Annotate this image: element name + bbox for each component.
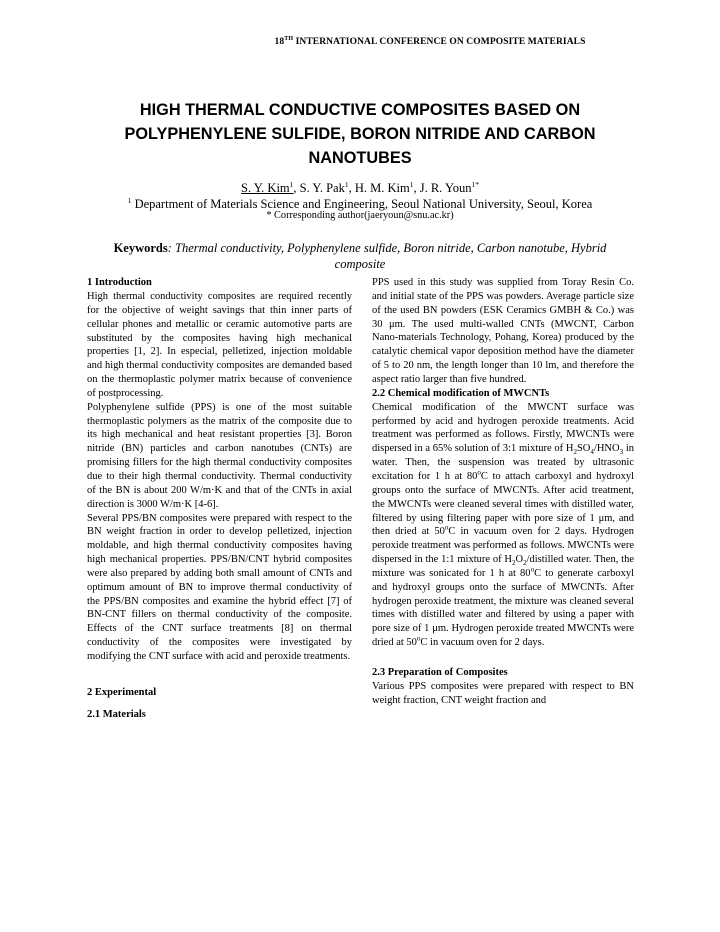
author-3-sup: 1	[409, 180, 414, 189]
ordinal-suffix: TH	[284, 36, 294, 42]
conference-number: 18	[274, 37, 285, 48]
text-run: C to attach carboxyl and hydroxyl groups onto the surface of MWCNTs. After acid treatment, the MWCNTs were cleaned several times with distilled water, filtered by using filtering paper with pore size of 1 μm, and then dried at 50	[372, 470, 634, 538]
text-run: O	[515, 554, 524, 566]
intro-paragraph-2: Polyphenylene sulfide (PPS) is one of the most suitable thermoplastic polymers as the matrix of the composite due to its high mechanical and heat resistant properties [3]. Boron nitride (BN) particles and carbon nanotubes (CNTs) are promising fillers for the high thermal conductivity composites due to their high thermal conductivity. Thermal conductivity of the BN is about 200 W/m·K and that of the CNTs in axial direction is 3000 W/m·K [4-6].	[87, 401, 352, 510]
degree-sup: o	[477, 468, 481, 477]
author-4-name: , J. R. Youn	[413, 181, 472, 196]
left-column	[87, 276, 352, 722]
author-4-sup: 1*	[471, 180, 479, 189]
materials-paragraph: PPS used in this study was supplied from Toray Resin Co. and initial state of the PPS was powders. Average particle size of the used BN powders (ESK Ceramics GMBH & Co.) was 30 μm. The used multi-walled CNTs (MWCNT, Carbon Nano-materials Technology, Pohang, Korea) produced by the catalytic chemical vapor deposition method have the diameter of 5 to 20 nm, the length longer than 10 lm, and therefore the aspect ratio larger than five hundred.	[372, 277, 634, 385]
degree-sup: o	[530, 565, 535, 574]
subsection-heading-chemical-modification: 2.2 Chemical modification of MWCNTs	[372, 387, 550, 399]
text-run: C to generate carboxyl and hydroxyl groups onto the surface of MWCNTs. After hydrogen peroxide treatment, the mixture was cleaned several times with distilled water and filtered by using a paper with pore size of 1 μm. Hydrogen peroxide treated MWCNTs were dried at 50	[372, 567, 634, 649]
affiliation-sup: 1	[127, 196, 132, 205]
subsection-heading-preparation: 2.3 Preparation of Composites	[372, 666, 508, 678]
title-line-1: HIGH THERMAL CONDUCTIVE COMPOSITES BASED ON	[139, 101, 581, 119]
conference-header	[230, 36, 630, 47]
paper-title	[80, 98, 640, 170]
keywords	[100, 240, 620, 272]
chemical-modification-paragraph	[372, 401, 634, 650]
text-run: Chemical modification of the MWCNT surface was performed by acid and hydrogen peroxide treatments. Acid treatment was performed as follows. Firstly, MWCNTs were dispersed in a 65% solution of 3:1 mixture of H	[372, 401, 634, 455]
intro-paragraph-1: High thermal conductivity composites are required recently for the objective of weight savings that thin inner parts of cellular phones and metallic or ceramic automotive parts are substituted by the composites having high mechanical properties [1, 2]. In especial, pelletized, injection moldable and high thermal conductivity composites are demanded based on the thermoplastic polymer matrix because of convenience of postprocessing.	[87, 291, 352, 399]
spacer	[372, 650, 634, 666]
title-line-3: NANOTUBES	[308, 149, 412, 167]
text-run: SO	[576, 443, 591, 455]
conference-name: INTERNATIONAL CONFERENCE ON COMPOSITE MATERIALS	[293, 37, 586, 48]
section-heading-experimental: 2 Experimental	[87, 686, 157, 698]
section-heading-introduction: 1 Introduction	[87, 277, 152, 288]
spacer	[87, 664, 352, 676]
spacer	[87, 700, 352, 708]
spacer	[87, 676, 352, 686]
text-run: in water. Then, the suspension was treated by ultrasonic excitation for 1 h at 80	[372, 443, 634, 482]
subscript: 2	[523, 559, 527, 568]
author-2-sup: 1	[344, 180, 349, 189]
subscript: 2	[573, 448, 577, 457]
author-2-name: , S. Y. Pak	[293, 181, 345, 196]
degree-sup: o	[444, 523, 449, 532]
right-column	[372, 276, 634, 708]
subscript: 2	[511, 559, 516, 568]
subsection-heading-materials: 2.1 Materials	[87, 708, 146, 720]
keywords-text: : Thermal conductivity, Polyphenylene sulfide, Boron nitride, Carbon nanotube, Hybrid composite	[167, 241, 607, 271]
text-run: C in vacuum oven for 2 days. Hydrogen peroxide treatment was performed as follows. MWCNTs were dispersed in the 1:1 mixture of H	[372, 526, 634, 566]
author-1-name: S. Y. Kim	[241, 181, 290, 196]
subscript: 4	[590, 448, 594, 457]
title-line-2: POLYPHENYLENE SULFIDE, BORON NITRIDE AND CARBON	[124, 125, 596, 143]
preparation-paragraph: Various PPS composites were prepared with respect to BN weight fraction, CNT weight fraction and	[372, 680, 634, 706]
keywords-label: Keywords	[113, 241, 168, 255]
subscript: 3	[619, 448, 624, 457]
author-3-name: , H. M. Kim	[348, 181, 410, 196]
text-run: /HNO	[593, 443, 620, 455]
intro-paragraph-3: Several PPS/BN composites were prepared with respect to the BN weight fraction in order to develop pelletized, injection moldable, and high thermal conductivity composites having high mechanical properties. PPS/BN/CNT hybrid composites were also prepared by adding both small amount of CNTs and optimum amount of BN to improve thermal conductivity of the PPS/BN composites and examine the hybrid effect [7] of BN-CNT fillers on thermal conductivity of the composite. Effects of the CNT surface treatments [8] on thermal conductivity of the composites were investigated by modifying the CNT surface with acid and peroxide treatments.	[87, 512, 352, 662]
degree-sup: o	[416, 634, 421, 643]
text-run: C in vacuum oven for 2 days.	[420, 637, 545, 649]
author-1-sup: 1	[289, 180, 294, 189]
text-run: /distilled water. Then, the mixture was sonicated for 1 h at 80	[372, 554, 634, 579]
corresponding-author: * Corresponding author(jaeryoun@snu.ac.kr)	[266, 210, 454, 221]
affiliation-text: Department of Materials Science and Engineering, Seoul National University, Seoul, Korea	[131, 197, 593, 212]
